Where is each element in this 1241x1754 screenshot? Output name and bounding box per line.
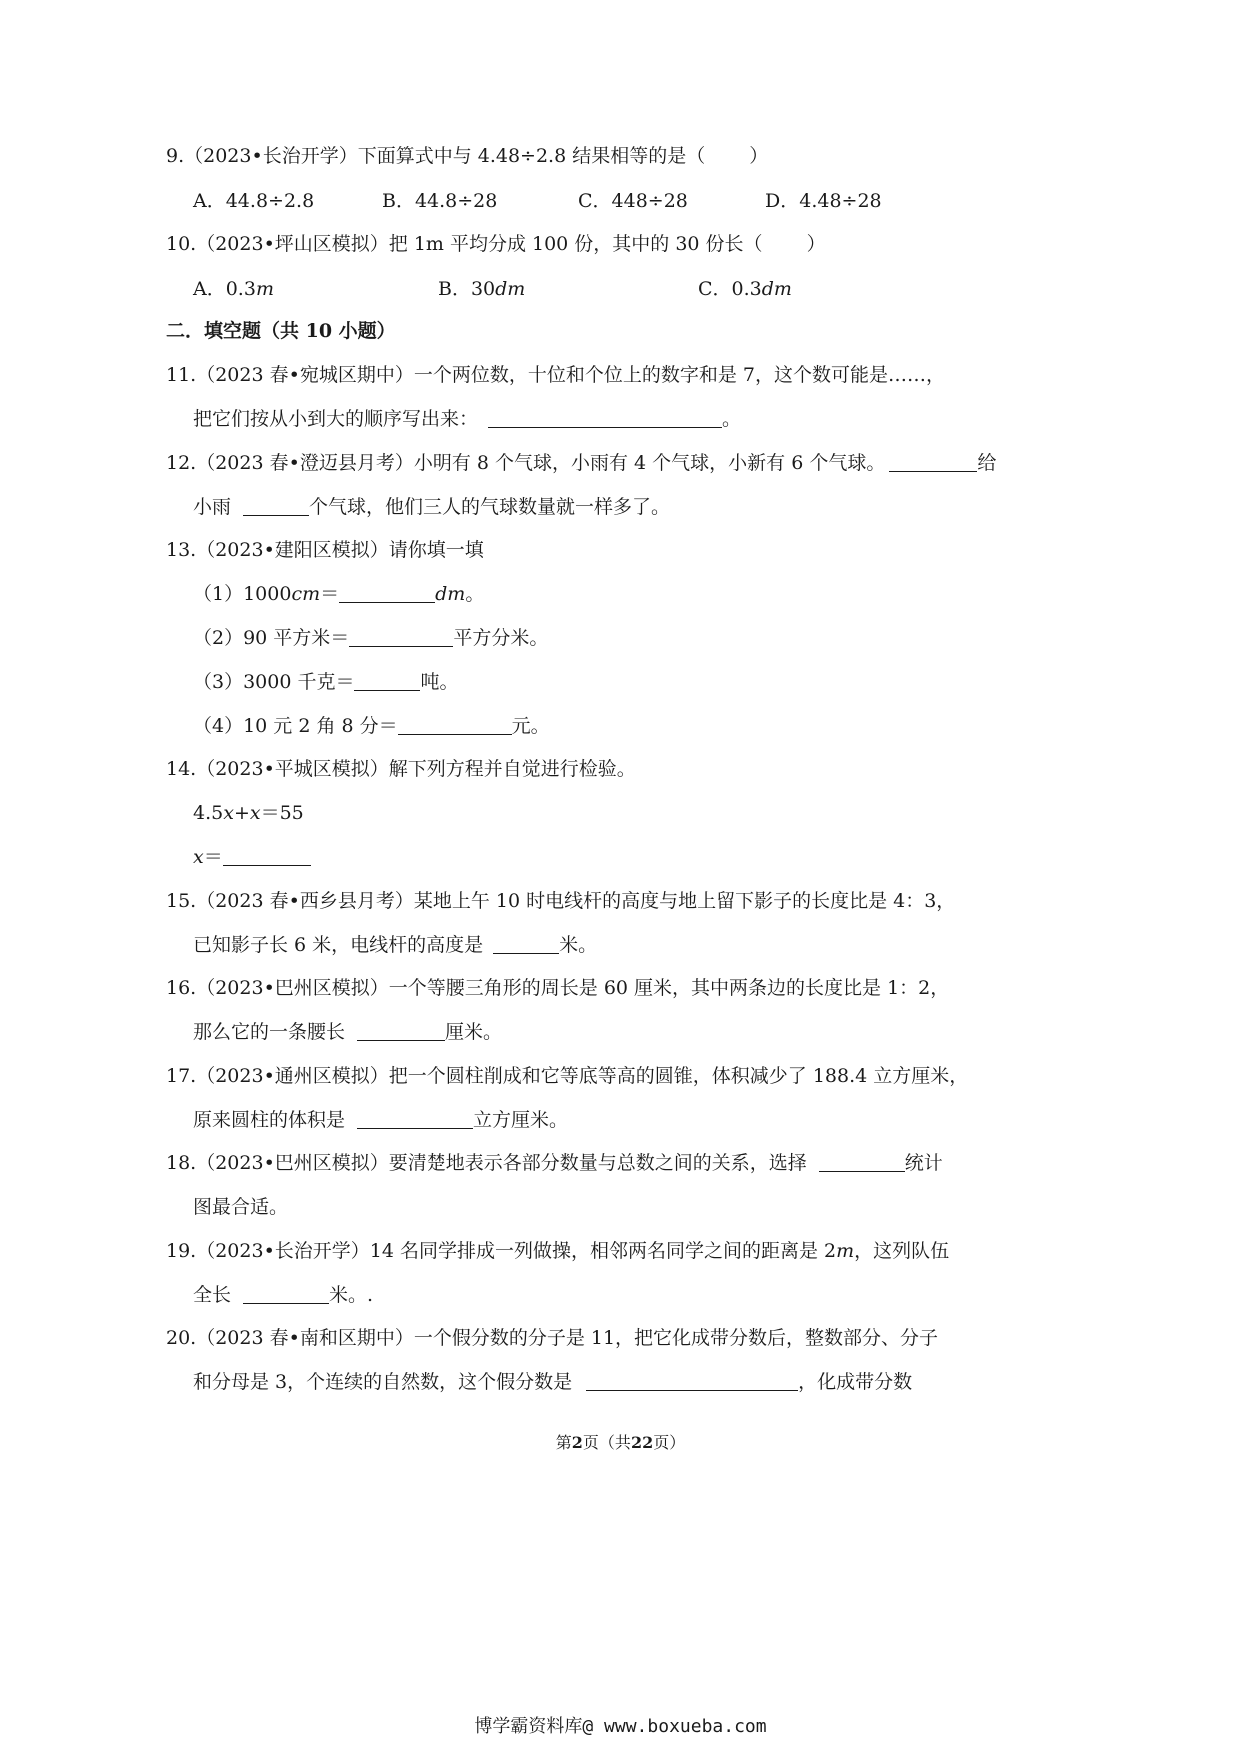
page-total: 22 bbox=[630, 1433, 654, 1452]
answer-blank[interactable] bbox=[398, 714, 512, 735]
answer-blank[interactable] bbox=[357, 1108, 473, 1129]
answer-blank[interactable] bbox=[223, 845, 311, 866]
question-18-line2: 图最合适。 bbox=[193, 1196, 289, 1218]
q9-option-b: B．44.8÷28 bbox=[382, 190, 498, 212]
question-16-line1: 16.（2023•巴州区模拟）一个等腰三角形的周长是 60 厘米，其中两条边的长度比是 1：2， bbox=[166, 977, 950, 999]
q10-option-a: A．0.3m bbox=[193, 278, 274, 300]
question-15-line1: 15.（2023 春•西乡县月考）某地上午 10 时电线杆的高度与地上留下影子的长度比是 4：3， bbox=[166, 890, 956, 912]
answer-blank[interactable] bbox=[493, 933, 559, 954]
q10-option-b: B．30dm bbox=[438, 278, 526, 300]
question-20-line1: 20.（2023 春•南和区期中）一个假分数的分子是 11，把它化成带分数后，整数部分、分子 bbox=[166, 1327, 939, 1349]
q9-option-c: C．448÷28 bbox=[578, 190, 688, 212]
watermark: 博学霸资料库@ www.boxueba.com bbox=[474, 1716, 767, 1737]
question-14-answer: x＝ bbox=[193, 844, 311, 870]
answer-blank[interactable] bbox=[243, 1283, 329, 1304]
question-9-text: 9.（2023•长治开学）下面算式中与 4.48÷2.8 结果相等的是（ bbox=[166, 145, 706, 167]
answer-blank[interactable] bbox=[357, 1020, 445, 1041]
answer-blank[interactable] bbox=[243, 495, 309, 516]
question-12-line1: 12.（2023 春•澄迈县月考）小明有 8 个气球，小雨有 4 个气球，小新有 6 个气球。 给 bbox=[166, 452, 997, 474]
question-10-close-paren: ） bbox=[806, 233, 826, 255]
question-11-line2: 把它们按从小到大的顺序写出来： 。 bbox=[193, 408, 742, 430]
question-19-line2: 全长 米。. bbox=[193, 1284, 374, 1306]
question-11-line1: 11.（2023 春•宛城区期中）一个两位数，十位和个位上的数字和是 7，这个数可能是……， bbox=[166, 364, 945, 386]
question-9 bbox=[166, 143, 768, 169]
q10-option-c: C．0.3dm bbox=[698, 278, 792, 300]
question-14-title: 14.（2023•平城区模拟）解下列方程并自觉进行检验。 bbox=[166, 758, 636, 780]
question-13-part1: （1）1000cm＝ dm。 bbox=[193, 583, 485, 605]
q9-option-d: D．4.48÷28 bbox=[765, 190, 882, 212]
question-10 bbox=[166, 231, 826, 257]
question-10-text: 10.（2023•坪山区模拟）把 1m 平均分成 100 份，其中的 30 份长（ bbox=[166, 233, 763, 255]
section-heading: 二．填空题（共 10 小题） bbox=[166, 320, 396, 342]
answer-blank[interactable] bbox=[586, 1370, 798, 1391]
question-14-equation: 4.5x+x＝55 bbox=[193, 802, 304, 824]
answer-blank[interactable] bbox=[488, 407, 722, 428]
question-17-line2: 原来圆柱的体积是 立方厘米。 bbox=[193, 1109, 569, 1131]
question-20-line2: 和分母是 3，个连续的自然数，这个假分数是 ，化成带分数 bbox=[193, 1371, 913, 1393]
question-13-part2: （2）90 平方米＝ 平方分米。 bbox=[193, 627, 549, 649]
question-17-line1: 17.（2023•通州区模拟）把一个圆柱削成和它等底等高的圆锥，体积减少了 188.4 立方厘米， bbox=[166, 1065, 969, 1087]
page-number: 2 bbox=[571, 1433, 583, 1452]
answer-blank[interactable] bbox=[819, 1151, 905, 1172]
question-18-line1: 18.（2023•巴州区模拟）要清楚地表示各部分数量与总数之间的关系，选择 统计 bbox=[166, 1152, 943, 1174]
question-9-close-paren: ） bbox=[749, 145, 769, 167]
question-13-title: 13.（2023•建阳区模拟）请你填一填 bbox=[166, 539, 484, 561]
answer-blank[interactable] bbox=[339, 582, 435, 603]
question-13-part4: （4）10 元 2 角 8 分＝ 元。 bbox=[193, 715, 550, 737]
question-13-part3: （3）3000 千克＝ 吨。 bbox=[193, 671, 459, 693]
q9-option-a: A．44.8÷2.8 bbox=[193, 190, 315, 212]
page-footer: 第2页（共22页） bbox=[555, 1433, 686, 1452]
answer-blank[interactable] bbox=[889, 451, 977, 472]
question-15-line2: 已知影子长 6 米，电线杆的高度是 米。 bbox=[193, 934, 598, 956]
question-16-line2: 那么它的一条腰长 厘米。 bbox=[193, 1021, 503, 1043]
question-19-line1: 19.（2023•长治开学）14 名同学排成一列做操，相邻两名同学之间的距离是 2m，这列队伍 bbox=[166, 1240, 950, 1262]
answer-blank[interactable] bbox=[354, 670, 420, 691]
question-12-line2: 小雨 个气球，他们三人的气球数量就一样多了。 bbox=[193, 496, 671, 518]
answer-blank[interactable] bbox=[349, 626, 453, 647]
